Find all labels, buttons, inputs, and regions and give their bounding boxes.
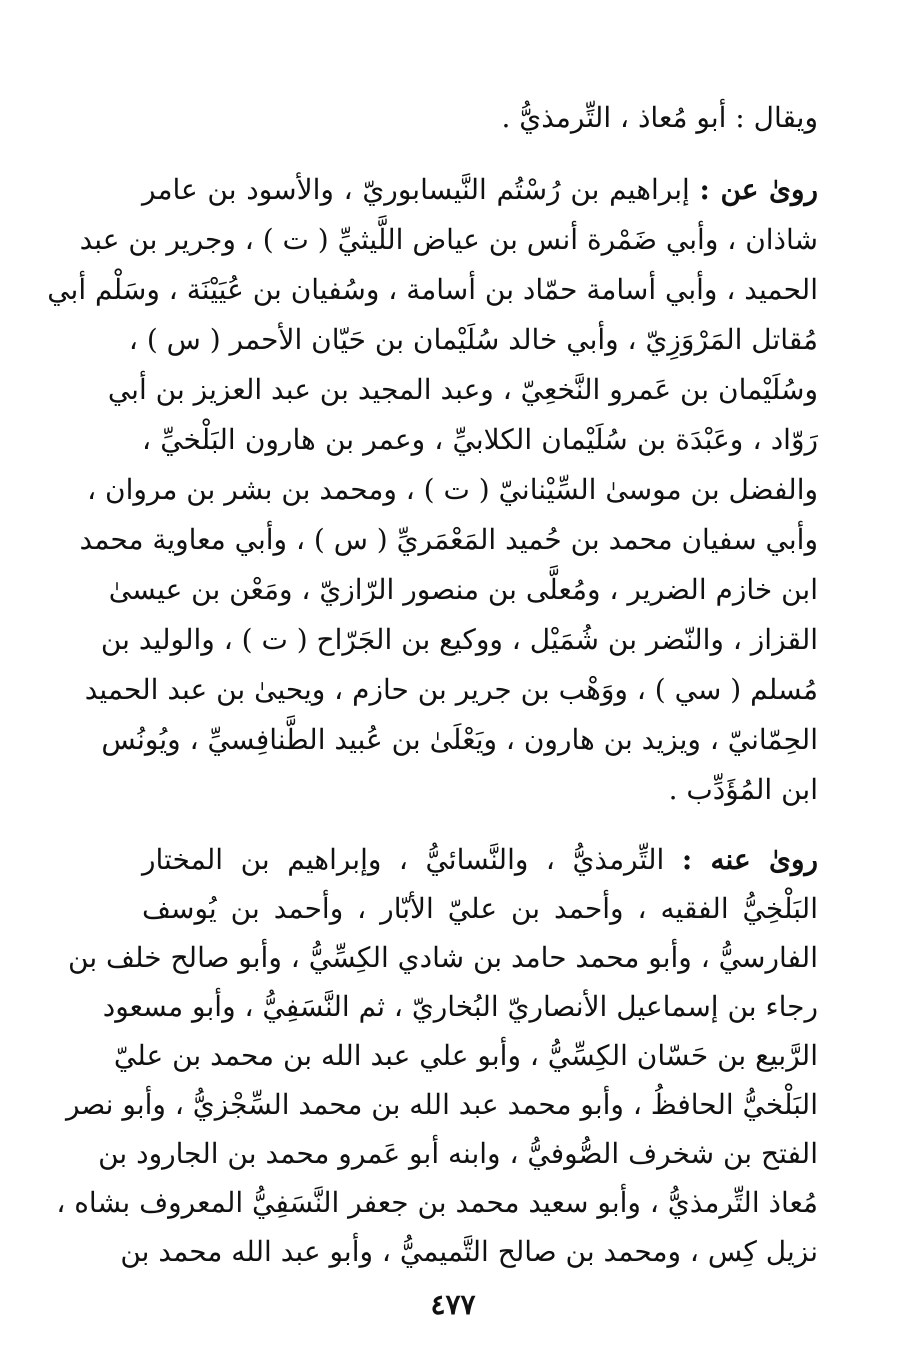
text-line: مُعاذ التِّرمذيُّ ، وأبو سعيد محمد بن جعفر النَّسَفِيُّ المعروف بشاه ، <box>56 1186 818 1219</box>
rawa-anhu-first-line <box>142 835 818 885</box>
text-line: وسُلَيْمان بن عَمرو النَّخعِيّ ، وعبد المجيد بن عبد العزيز بن أبي <box>107 373 818 406</box>
text-line: شاذان ، وأبي ضَمْرة أنس بن عياض اللَّيثيِّ ( ت ) ، وجرير بن عبد <box>79 223 818 256</box>
rawa-an-lead: روىٰ عن : <box>699 173 819 206</box>
text-line: التِّرمذيُّ ، والنَّسائيُّ ، وإبراهيم بن المختار <box>142 843 665 876</box>
text-line: الفتح بن شخرف الصُّوفيُّ ، وابنه أبو عَمرو محمد بن الجارود بن <box>98 1137 818 1170</box>
text-line: الحِمّانيّ ، ويزيد بن هارون ، ويَعْلَىٰ بن عُبيد الطَّنافِسيِّ ، ويُونُس <box>101 723 818 756</box>
text-line: ابن خازم الضرير ، ومُعلَّى بن منصور الرّازيّ ، ومَعْن بن عيسىٰ <box>108 573 818 606</box>
text-line: البَلْخِيُّ الفقيه ، وأحمد بن عليّ الأبّار ، وأحمد بن يُوسف <box>142 892 818 925</box>
text-line: البَلْخيُّ الحافظُ ، وأبو محمد عبد الله بن محمد السِّجْزيُّ ، وأبو نصر <box>65 1088 818 1121</box>
text-line: وأبي سفيان محمد بن حُميد المَعْمَريِّ ( س ) ، وأبي معاوية محمد <box>79 523 818 556</box>
rawa-an-first-line <box>142 165 818 215</box>
text-line: الرَّبيع بن حَسّان الكِسِّيُّ ، وأبو علي عبد الله بن محمد بن عليّ <box>113 1039 818 1072</box>
text-line: ابن المُؤَدِّب . <box>668 773 818 806</box>
text-line: الفارسيُّ ، وأبو محمد حامد بن شادي الكِسِّيُّ ، وأبو صالح خلف بن <box>68 941 818 974</box>
text-line: رجاء بن إسماعيل الأنصاريّ البُخاريّ ، ثم النَّسَفِيُّ ، وأبو مسعود <box>102 990 818 1023</box>
text-line: مُقاتل المَرْوَزِيّ ، وأبي خالد سُلَيْمان بن حَيّان الأحمر ( س ) ، <box>128 323 818 356</box>
text-line: والفضل بن موسىٰ السِّيْنانيّ ( ت ) ، ومحمد بن بشر بن مروان ، <box>87 473 818 506</box>
text-line: مُسلم ( سي ) ، ووَهْب بن جرير بن حازم ، ويحيىٰ بن عبد الحميد <box>84 673 818 706</box>
text-line: نزيل كِس ، ومحمد بن صالح التَّميميُّ ، وأبو عبد الله محمد بن <box>120 1235 818 1268</box>
text-line: إبراهيم بن رُسْتُم النَّيسابوريّ ، والأسود بن عامر <box>142 173 690 206</box>
text-line: رَوّاد ، وعَبْدَة بن سُلَيْمان الكلابيِّ ، وعمر بن هارون البَلْخيِّ ، <box>142 423 818 456</box>
text-line: الحميد ، وأبي أسامة حمّاد بن أسامة ، وسُفيان بن عُيَيْنَة ، وسَلْم أبي <box>47 273 818 306</box>
rawa-anhu-lead: روىٰ عنه : <box>681 843 819 876</box>
text-line: القزاز ، والنّضر بن شُمَيْل ، ووكيع بن الجَرّاح ( ت ) ، والوليد بن <box>100 623 818 656</box>
page-number: ٤٧٧ <box>430 1288 476 1321</box>
header-line: ويقال : أبو مُعاذ ، التِّرمذيُّ . <box>501 101 818 134</box>
